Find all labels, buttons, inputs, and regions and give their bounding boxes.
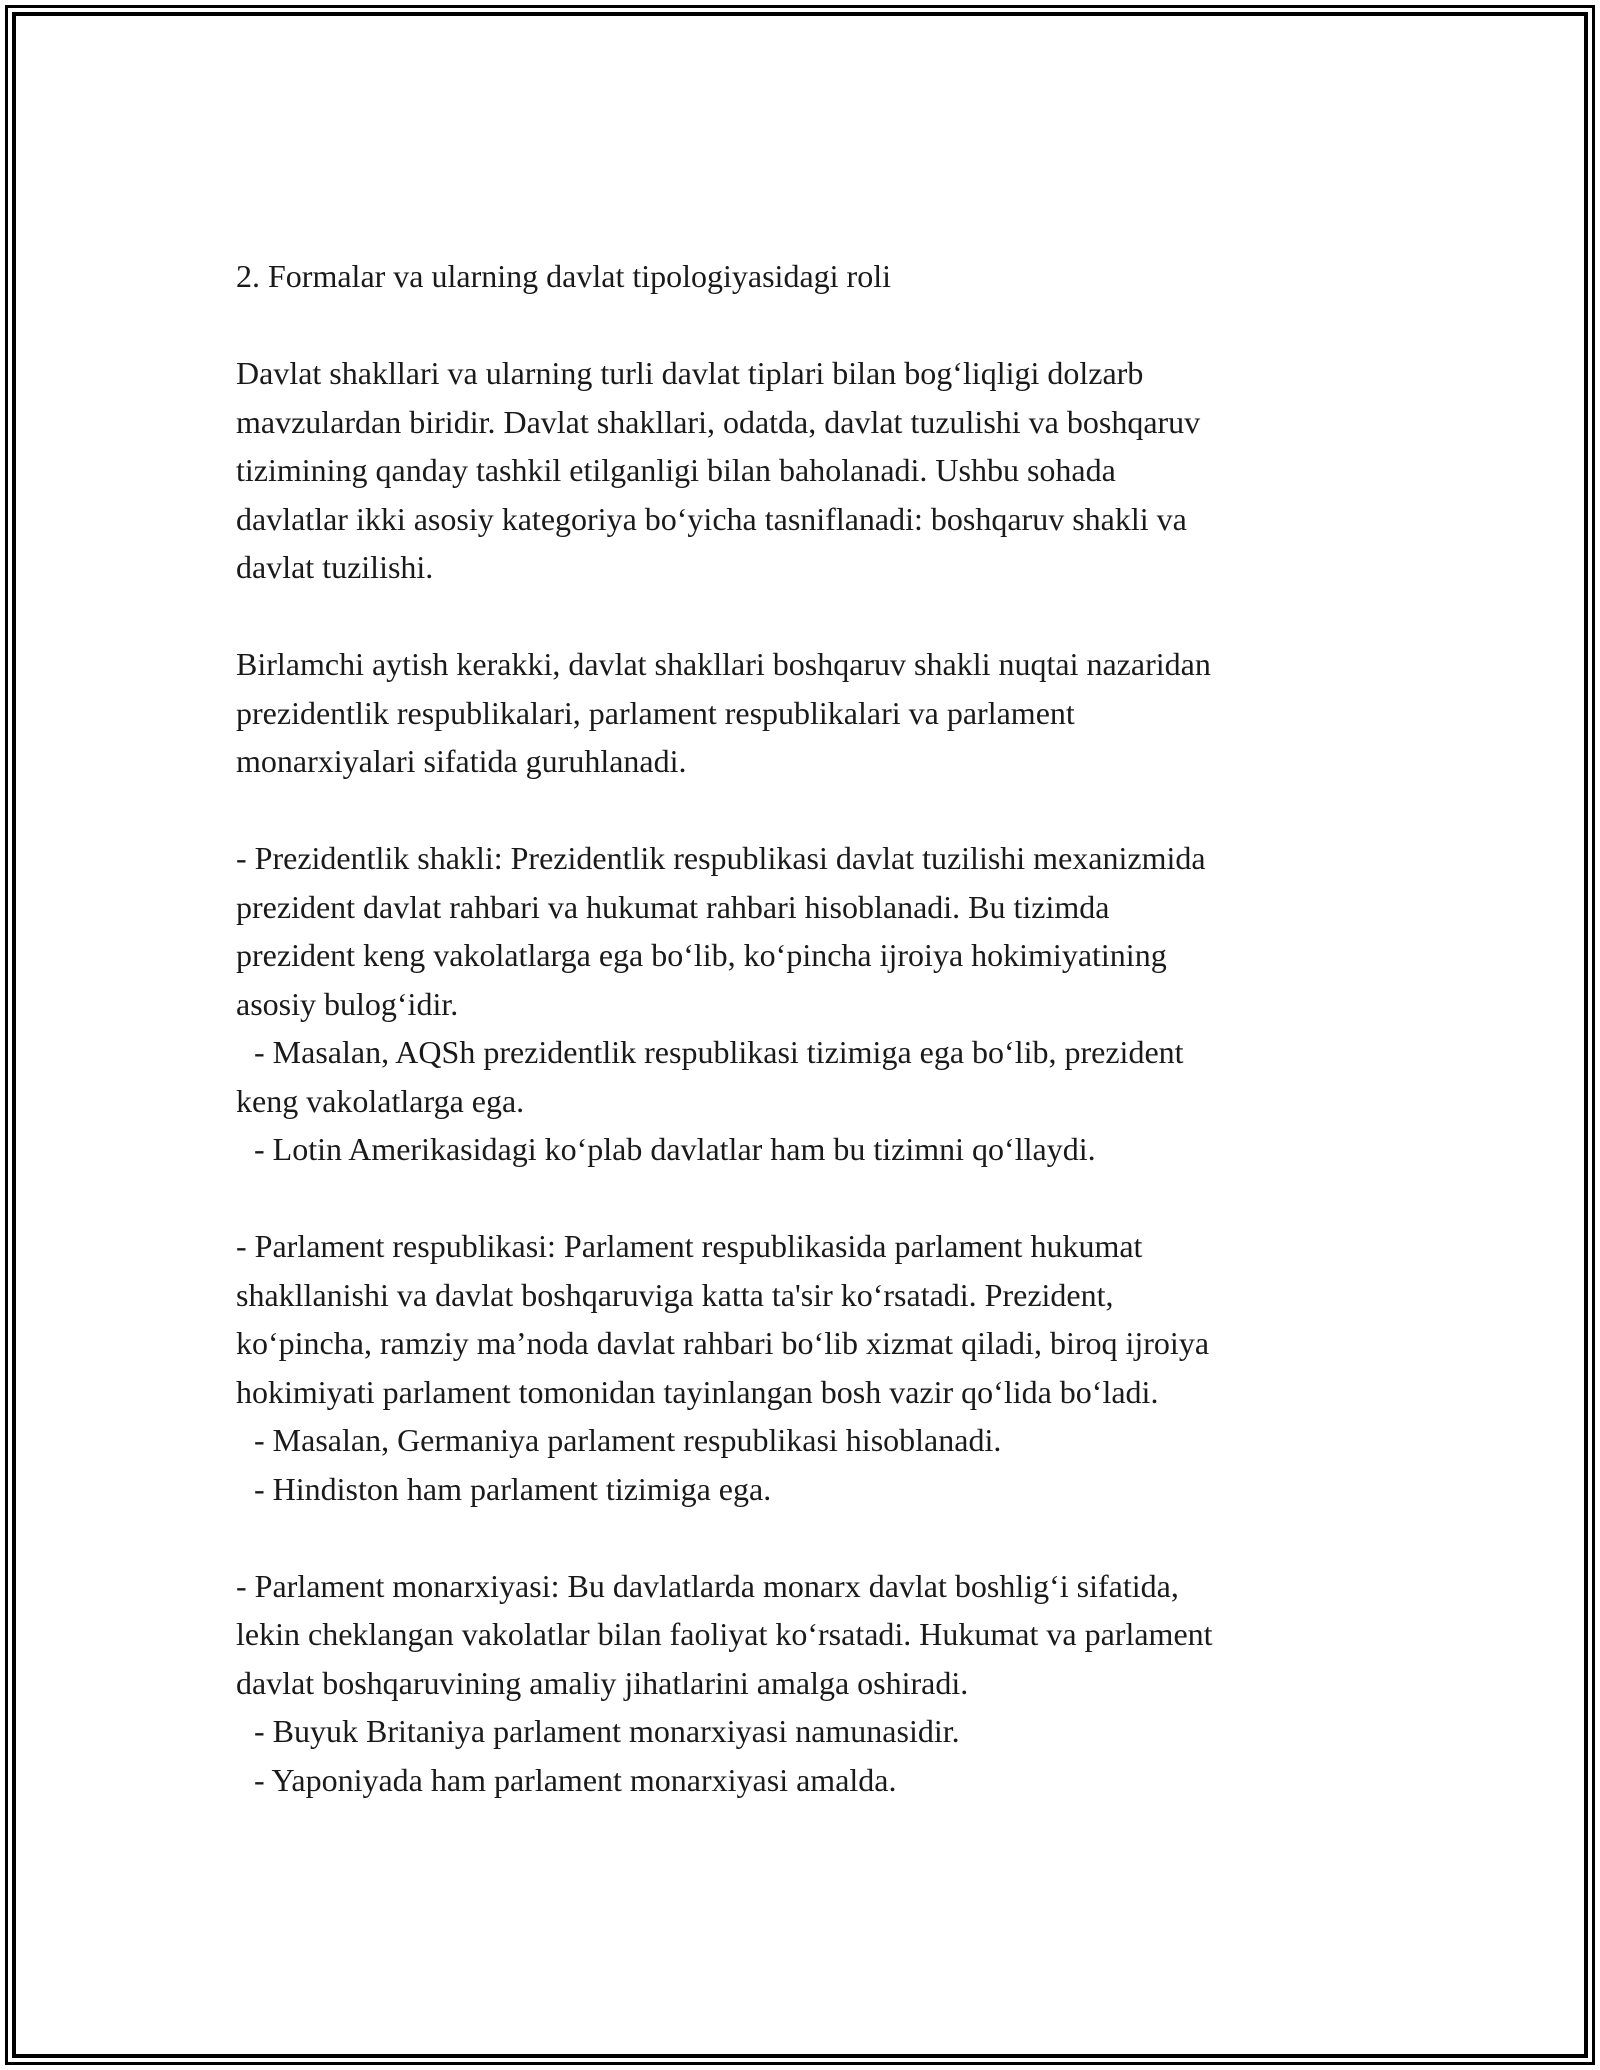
presidential-line: asosiy bulog‘idir.	[236, 985, 459, 1022]
overview-line: Birlamchi aytish kerakki, davlat shakllari boshqaruv shakli nuqtai nazaridan	[236, 646, 1211, 682]
intro-line: tizimining qanday tashkil etilganligi bilan baholanadi. Ushbu sohada	[236, 452, 1116, 488]
spacer	[236, 786, 1416, 835]
parliamentary-monarchy-line: davlat boshqaruvining amaliy jihatlarini amalga oshiradi.	[236, 1664, 969, 1701]
presidential-line: prezident davlat rahbari va hukumat rahbari hisoblanadi. Bu tizimda	[236, 888, 1110, 925]
parliamentary-republic-example: - Hindiston ham parlament tizimiga ega.	[254, 1470, 772, 1507]
spacer	[236, 592, 1416, 641]
parliamentary-republic-line: shakllanishi va davlat boshqaruviga katta ta'sir ko‘rsatadi. Prezident,	[236, 1276, 1114, 1313]
spacer	[236, 301, 1416, 350]
document-body	[236, 252, 1416, 1804]
overview-line: prezidentlik respublikalari, parlament respublikalari va parlament	[236, 694, 1075, 731]
parliamentary-monarchy-example: - Yaponiyada ham parlament monarxiyasi amalda.	[254, 1761, 897, 1798]
parliamentary-republic-line: ko‘pincha, ramziy ma’noda davlat rahbari bo‘lib xizmat qiladi, biroq ijroiya	[236, 1325, 1210, 1361]
parliamentary-republic-line: hokimiyati parlament tomonidan tayinlangan bosh vazir qo‘lida bo‘ladi.	[236, 1373, 1159, 1410]
presidential-example-line: - Masalan, AQSh prezidentlik respublikasi tizimiga ega bo‘lib, prezident	[254, 1034, 1184, 1070]
parliamentary-monarchy-line: - Parlament monarxiyasi: Bu davlatlarda monarx davlat boshlig‘i sifatida,	[236, 1567, 1179, 1604]
parliamentary-monarchy-example: - Buyuk Britaniya parlament monarxiyasi namunasidir.	[254, 1713, 960, 1749]
presidential-example-line: keng vakolatlarga ega.	[236, 1082, 525, 1119]
presidential-line: - Prezidentlik shakli: Prezidentlik respublikasi davlat tuzilishi mexanizmida	[236, 840, 1206, 876]
section-heading: 2. Formalar va ularning davlat tipologiyasidagi roli	[236, 258, 891, 294]
parliamentary-monarchy-line: lekin cheklangan vakolatlar bilan faoliyat ko‘rsatadi. Hukumat va parlament	[236, 1616, 1213, 1652]
presidential-line: prezident keng vakolatlarga ega bo‘lib, ko‘pincha ijroiya hokimiyatining	[236, 937, 1167, 973]
intro-line: mavzulardan biridir. Davlat shakllari, odatda, davlat tuzulishi va boshqaruv	[236, 403, 1201, 440]
spacer	[236, 1513, 1416, 1562]
spacer	[236, 1174, 1416, 1223]
intro-line: davlatlar ikki asosiy kategoriya bo‘yicha tasniflanadi: boshqaruv shakli va	[236, 500, 1187, 537]
intro-line: Davlat shakllari va ularning turli davlat tiplari bilan bog‘liqligi dolzarb	[236, 355, 1144, 391]
parliamentary-republic-line: - Parlament respublikasi: Parlament respublikasida parlament hukumat	[236, 1228, 1143, 1264]
intro-line: davlat tuzilishi.	[236, 549, 434, 585]
presidential-example-line: - Lotin Amerikasidagi ko‘plab davlatlar ham bu tizimni qo‘llaydi.	[254, 1131, 1096, 1167]
overview-line: monarxiyalari sifatida guruhlanadi.	[236, 743, 687, 779]
parliamentary-republic-example: - Masalan, Germaniya parlament respublikasi hisoblanadi.	[254, 1422, 1002, 1458]
